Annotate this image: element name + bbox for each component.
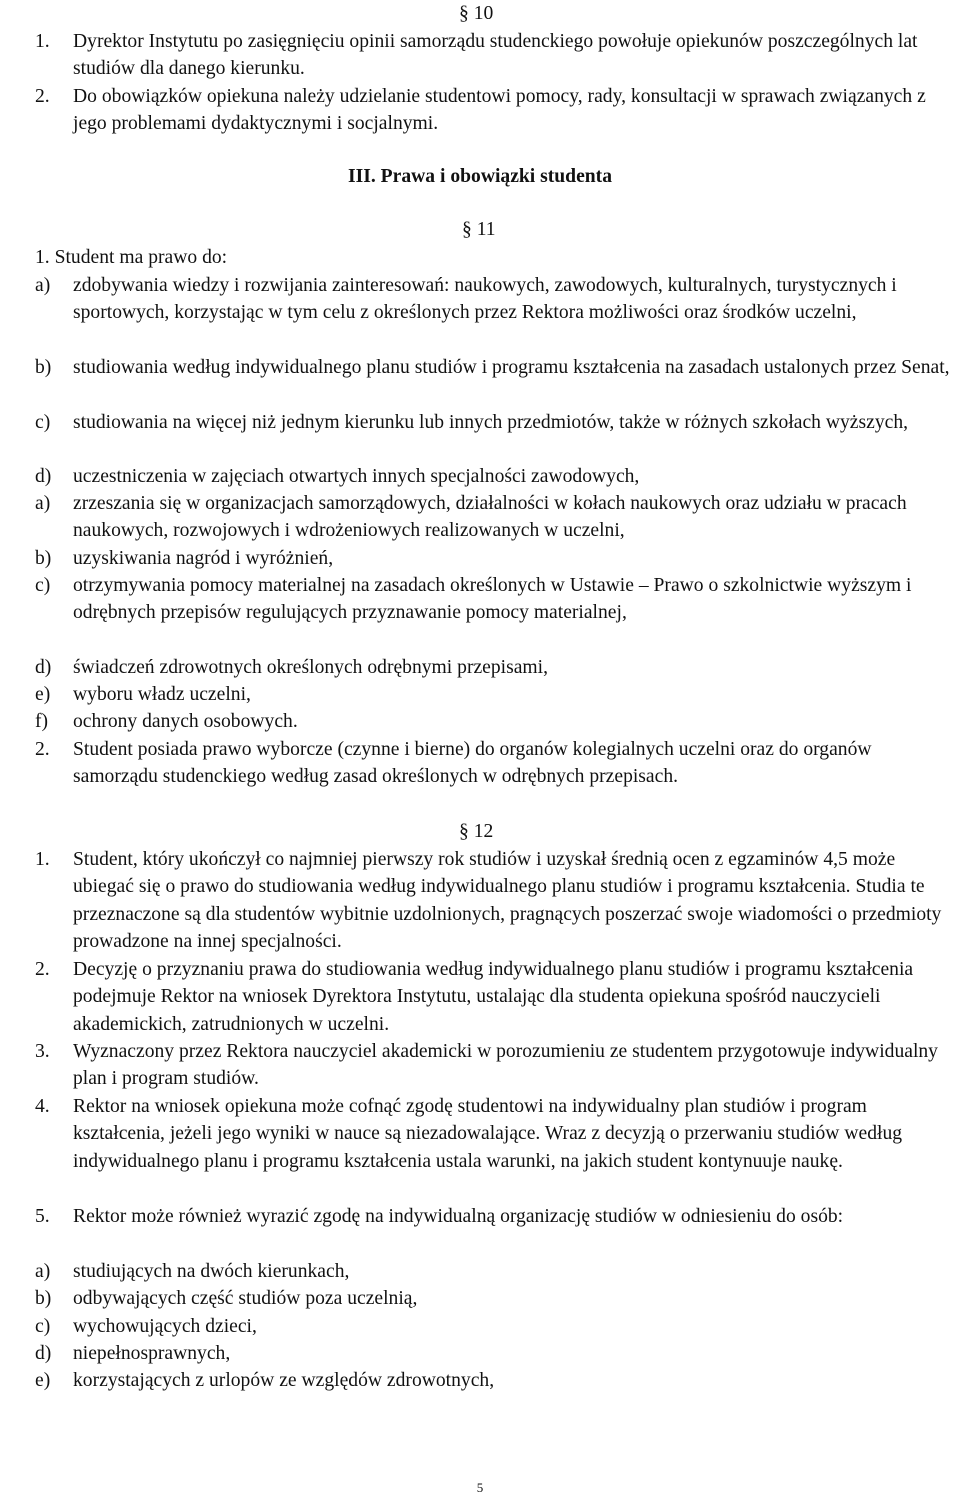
item-text: Wyznaczony przez Rektora nauczyciel akademicki w porozumieniu ze studentem przygotowuje indywidualny plan i program studiów.: [73, 1041, 938, 1090]
list-item: [35, 572, 959, 627]
item-text: Student, który ukończył co najmniej pierwszy rok studiów i uzyskał średnią ocen z egzaminów 4,5 może ubiegać się o prawo do studiowania według indywidualnego planu studiów i programu kształcenia. Studia te przeznaczone są dla studentów wybitnie uzdolnionych, pragnących poszerzać swoje wiadomości o przedmioty prowadzone na innej specjalności.: [73, 849, 942, 952]
item-letter: f): [35, 711, 49, 732]
list-item: [35, 409, 959, 436]
list-item: [35, 1285, 959, 1312]
item-letter: d): [35, 1343, 52, 1364]
item-letter: d): [35, 657, 52, 678]
section-mark-11: § 11: [462, 219, 496, 240]
list-item: [35, 1258, 959, 1285]
item-text: Rektor na wniosek opiekuna może cofnąć zgodę studentowi na indywidualny plan studiów i program kształcenia, jeżeli jego wyniki w nauce są niezadowalające. Wraz z decyzją o przerwaniu studiów według indywidualnego planu i programu kształcenia ustala warunki, na jakich student kontynuuje naukę.: [73, 1096, 903, 1172]
item-text: świadczeń zdrowotnych określonych odrębnymi przepisami,: [73, 657, 549, 678]
item-letter: a): [35, 275, 51, 296]
list-item: [35, 846, 959, 955]
item-letter: e): [35, 1370, 51, 1391]
item-text: Rektor może również wyrazić zgodę na indywidualną organizację studiów w odniesieniu do osób:: [73, 1206, 844, 1227]
chapter-heading: III. Prawa i obowiązki studenta: [348, 166, 612, 187]
list-item: [35, 354, 959, 381]
list-item: [35, 654, 959, 681]
item-text: korzystających z urlopów ze względów zdrowotnych,: [73, 1370, 495, 1391]
list-item: [35, 1038, 959, 1093]
item-number: 1.: [35, 31, 50, 52]
list-item: [35, 1313, 959, 1340]
item-letter: c): [35, 412, 51, 433]
list-item: [35, 490, 959, 545]
item-text: Student posiada prawo wyborcze (czynne i bierne) do organów kolegialnych uczelni oraz do organów samorządu studenckiego według zasad określonych w odrębnych przepisach.: [73, 739, 872, 788]
item-number: 5.: [35, 1206, 50, 1227]
item-number: 4.: [35, 1096, 50, 1117]
item-text: Decyzję o przyznaniu prawa do studiowania według indywidualnego planu studiów i programu kształcenia podejmuje Rektor na wniosek Dyrektora Instytutu, ustalając dla studenta opiekuna spośród nauczycieli akademickich, zatrudnionych w uczelni.: [73, 959, 914, 1035]
list-item: [35, 1203, 959, 1230]
item-text: wyboru władz uczelni,: [73, 684, 251, 705]
list-item: [35, 1093, 959, 1175]
item-text: studiowania na więcej niż jednym kierunku lub innych przedmiotów, także w różnych szkołach wyższych,: [73, 412, 909, 433]
item-letter: b): [35, 548, 52, 569]
item-text: niepełnosprawnych,: [73, 1343, 231, 1364]
section-mark-10: § 10: [459, 3, 494, 24]
item-letter: c): [35, 575, 51, 596]
item-text: wychowujących dzieci,: [73, 1316, 257, 1337]
section-mark-12: § 12: [459, 821, 494, 842]
item-text: uzyskiwania nagród i wyróżnień,: [73, 548, 334, 569]
section-intro: 1. Student ma prawo do:: [35, 247, 228, 268]
item-text: otrzymywania pomocy materialnej na zasadach określonych w Ustawie – Prawo o szkolnictwie wyższym i odrębnych przepisów regulujących przyznawanie pomocy materialnej,: [73, 575, 912, 624]
item-text: studiujących na dwóch kierunkach,: [73, 1261, 350, 1282]
item-letter: c): [35, 1316, 51, 1337]
item-number: 2.: [35, 739, 50, 760]
item-text: zdobywania wiedzy i rozwijania zainteresowań: naukowych, zawodowych, kulturalnych, turystycznych i sportowych, korzystając w tym celu z określonych przez Rektora możliwości oraz środków uczelni,: [73, 275, 897, 324]
item-letter: b): [35, 357, 52, 378]
list-item: [35, 463, 959, 490]
list-item: [35, 956, 959, 1038]
item-text: uczestniczenia w zajęciach otwartych innych specjalności zawodowych,: [73, 466, 640, 487]
list-item: [35, 708, 959, 735]
page-number: 5: [476, 1480, 484, 1495]
item-letter: b): [35, 1288, 52, 1309]
list-item: [35, 1367, 959, 1394]
item-letter: a): [35, 493, 51, 514]
item-letter: d): [35, 466, 52, 487]
item-number: 1.: [35, 849, 50, 870]
list-item: [35, 681, 959, 708]
item-text: Do obowiązków opiekuna należy udzielanie studentowi pomocy, rady, konsultacji w sprawach związanych z jego problemami dydaktycznymi i socjalnymi.: [73, 86, 926, 135]
list-item: [35, 545, 959, 572]
list-item: [35, 28, 959, 83]
item-number: 2.: [35, 959, 50, 980]
item-text: zrzeszania się w organizacjach samorządowych, działalności w kołach naukowych oraz udziału w pracach naukowych, rozwojowych i wdrożeniowych realizowanych w uczelni,: [73, 493, 907, 542]
list-item: [35, 83, 959, 138]
item-number: 2.: [35, 86, 50, 107]
item-number: 3.: [35, 1041, 50, 1062]
item-text: studiowania według indywidualnego planu studiów i programu kształcenia na zasadach ustalonych przez Senat,: [73, 357, 950, 378]
item-letter: a): [35, 1261, 51, 1282]
list-item: [35, 736, 959, 791]
list-item: [35, 272, 959, 327]
item-text: Dyrektor Instytutu po zasięgnięciu opinii samorządu studenckiego powołuje opiekunów poszczególnych lat studiów dla danego kierunku.: [73, 31, 918, 80]
item-text: ochrony danych osobowych.: [73, 711, 298, 732]
item-text: odbywających część studiów poza uczelnią,: [73, 1288, 418, 1309]
item-letter: e): [35, 684, 51, 705]
list-item: [35, 1340, 959, 1367]
